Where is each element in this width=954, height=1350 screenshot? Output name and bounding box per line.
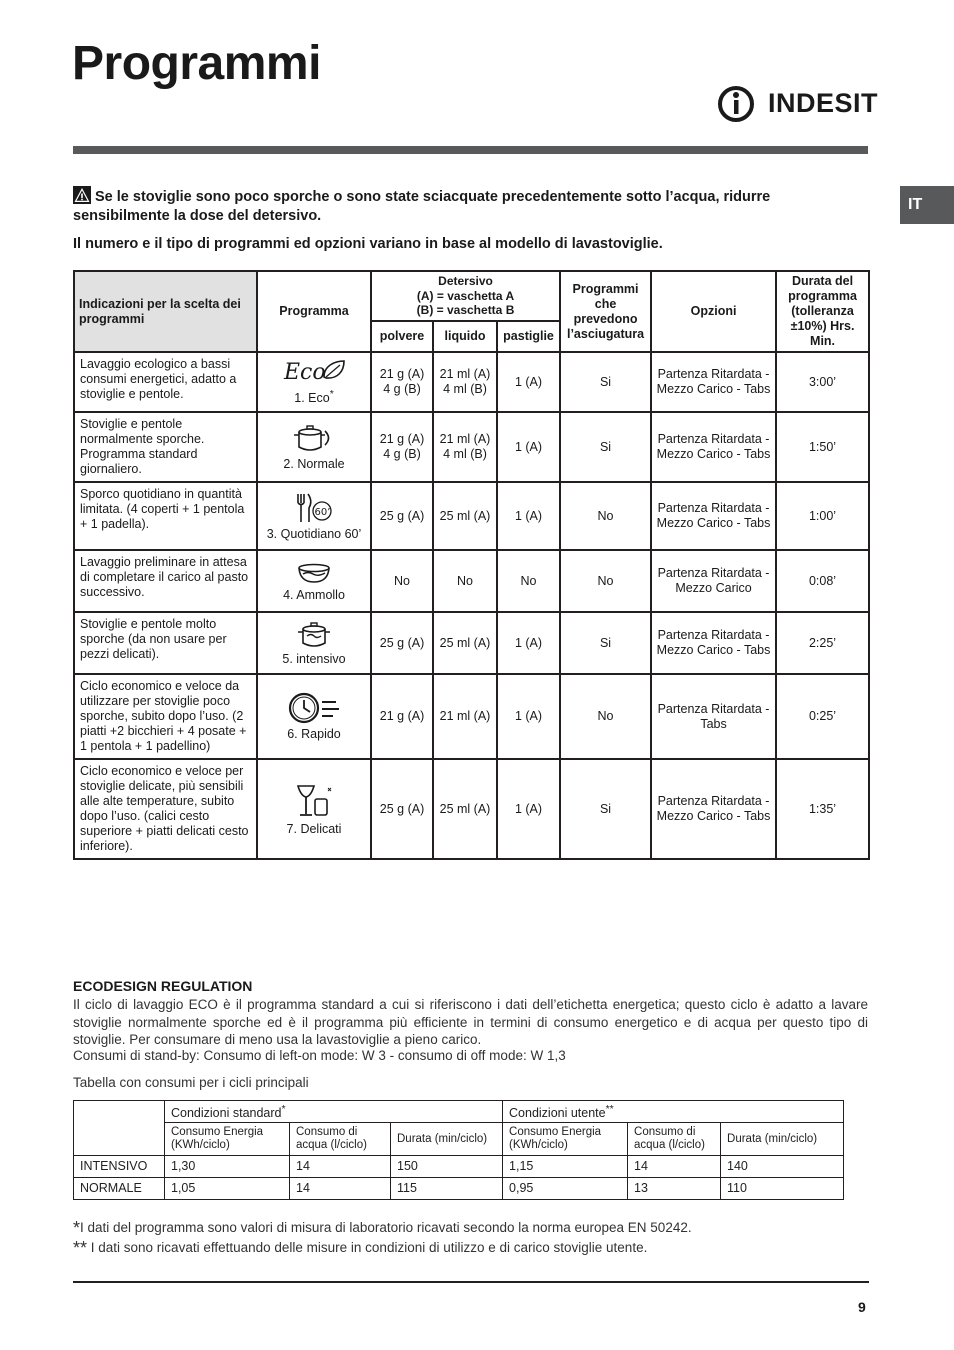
- warning-note: [73, 186, 833, 226]
- tablets-cell: 1 (A): [497, 674, 560, 759]
- tablets-cell: 1 (A): [497, 612, 560, 674]
- options-cell: Partenza Ritardata - Mezzo Carico - Tabs: [651, 412, 776, 482]
- col-usr-energy: Consumo Energia (KWh/ciclo): [503, 1123, 628, 1156]
- options-cell: Partenza Ritardata - Mezzo Carico: [651, 550, 776, 612]
- footnote-1: [73, 1218, 692, 1239]
- tablets-cell: No: [497, 550, 560, 612]
- table-row: [74, 674, 869, 759]
- duration-cell: 2:25’: [776, 612, 869, 674]
- options-cell: Partenza Ritardata - Mezzo Carico - Tabs: [651, 612, 776, 674]
- program-star: *: [329, 389, 334, 401]
- usr-duration: 140: [721, 1156, 844, 1178]
- col-usr-water: Consumo di acqua (l/ciclo): [628, 1123, 721, 1156]
- models-note: Il numero e il tipo di programmi ed opzioni variano in base al modello di lavastoviglie.: [73, 236, 663, 252]
- cycle-name: INTENSIVO: [74, 1156, 165, 1178]
- table-row: [74, 482, 869, 550]
- footnote-2: [73, 1238, 647, 1259]
- header-detergent-a: (A) = vaschetta A: [416, 288, 515, 303]
- usr-water: 13: [628, 1178, 721, 1200]
- usr-duration: 110: [721, 1178, 844, 1200]
- liquid-cell: 21 ml (A): [433, 674, 497, 759]
- drying-cell: Si: [560, 412, 651, 482]
- options-cell: Partenza Ritardata - Mezzo Carico - Tabs: [651, 759, 776, 859]
- table-row: [74, 550, 869, 612]
- col-std-water: Consumo di acqua (l/ciclo): [290, 1123, 391, 1156]
- row-description: Lavaggio preliminare in attesa di completare il carico al pasto successivo.: [74, 550, 257, 612]
- powder-cell: No: [371, 550, 433, 612]
- std-energy: 1,05: [165, 1178, 290, 1200]
- options-cell: Partenza Ritardata - Mezzo Carico - Tabs: [651, 482, 776, 550]
- group-user-header: [503, 1101, 844, 1123]
- drying-cell: No: [560, 674, 651, 759]
- liquid-cell: 21 ml (A) 4 ml (B): [433, 352, 497, 412]
- footnote-1-mark: *: [73, 1218, 81, 1238]
- fast-clock-icon: [287, 691, 341, 725]
- tablets-cell: 1 (A): [497, 482, 560, 550]
- page-title: Programmi: [72, 37, 321, 90]
- consumption-table-caption: Tabella con consumi per i cicli principali: [73, 1075, 309, 1090]
- group-user-mark: **: [605, 1104, 614, 1115]
- table-row: [74, 1156, 844, 1178]
- program-name: 7. Delicati: [286, 821, 342, 836]
- table-row: [74, 759, 869, 859]
- icon-60-label: 60’: [314, 506, 331, 518]
- std-water: 14: [290, 1178, 391, 1200]
- duration-cell: 0:08’: [776, 550, 869, 612]
- drying-cell: Si: [560, 612, 651, 674]
- group-standard-label: Condizioni standard: [171, 1106, 282, 1121]
- program-cell: [257, 759, 371, 859]
- glasses-icon: [292, 782, 336, 820]
- program-cell: [257, 612, 371, 674]
- drying-cell: No: [560, 550, 651, 612]
- powder-cell: 21 g (A) 4 g (B): [371, 412, 433, 482]
- duration-cell: 1:50’: [776, 412, 869, 482]
- bottom-divider: [73, 1281, 869, 1283]
- footnote-1-text: I dati del programma sono valori di misura di laboratorio ricavati secondo la norma europea EN 50242.: [80, 1220, 692, 1235]
- options-cell: Partenza Ritardata - Mezzo Carico - Tabs: [651, 352, 776, 412]
- liquid-cell: 21 ml (A) 4 ml (B): [433, 412, 497, 482]
- col-std-duration: Durata (min/ciclo): [391, 1123, 503, 1156]
- tablets-cell: 1 (A): [497, 412, 560, 482]
- row-description: Ciclo economico e veloce per stoviglie delicate, più sensibili alle alte temperature, subito dopo l’uso. (calici cesto superiore + piatti delicati cesto inferiore).: [74, 759, 257, 859]
- liquid-cell: 25 ml (A): [433, 482, 497, 550]
- row-description: Lavaggio ecologico a bassi consumi energetici, adatto a stoviglie e pentole.: [74, 352, 257, 412]
- svg-text:Eco: Eco: [284, 360, 326, 386]
- header-program: Programma: [257, 271, 371, 352]
- warning-text: Se le stoviglie sono poco sporche o sono state sciacquate precedentemente sotto l’acqua, ridurre sensibilmente la dose del detersivo.: [73, 189, 771, 224]
- table-row: [74, 1178, 844, 1200]
- powder-cell: 21 g (A): [371, 674, 433, 759]
- header-options: Opzioni: [651, 271, 776, 352]
- header-indications: Indicazioni per la scelta dei programmi: [74, 271, 257, 352]
- tablets-cell: 1 (A): [497, 759, 560, 859]
- consumption-header-empty: [74, 1101, 165, 1156]
- consumption-table: [73, 1100, 844, 1200]
- program-cell: [257, 482, 371, 550]
- drying-cell: Si: [560, 352, 651, 412]
- cutlery-60-icon: [292, 491, 336, 525]
- drying-cell: Si: [560, 759, 651, 859]
- powder-cell: 25 g (A): [371, 482, 433, 550]
- page-number: 9: [858, 1299, 866, 1315]
- warning-icon: [73, 186, 91, 204]
- ecodesign-heading: ECODESIGN REGULATION: [73, 978, 253, 994]
- program-name: 6. Rapido: [287, 727, 341, 741]
- language-tab: IT: [900, 186, 954, 224]
- row-description: Stoviglie e pentole molto sporche (da non usare per pezzi delicati).: [74, 612, 257, 674]
- powder-cell: 21 g (A) 4 g (B): [371, 352, 433, 412]
- intensive-pot-icon: [294, 620, 334, 650]
- std-water: 14: [290, 1156, 391, 1178]
- tablets-cell: 1 (A): [497, 352, 560, 412]
- footnote-2-text: I dati sono ricavati effettuando delle misure in condizioni di utilizzo e di carico stoviglie utente.: [87, 1240, 648, 1255]
- usr-energy: 1,15: [503, 1156, 628, 1178]
- duration-cell: 1:00’: [776, 482, 869, 550]
- header-tablets: pastiglie: [497, 321, 560, 352]
- col-std-energy: Consumo Energia (KWh/ciclo): [165, 1123, 290, 1156]
- powder-cell: 25 g (A): [371, 612, 433, 674]
- brand-name: INDESIT: [768, 88, 879, 118]
- pot-icon: [292, 423, 336, 455]
- row-description: Stoviglie e pentole normalmente sporche. Programma standard giornaliero.: [74, 412, 257, 482]
- duration-cell: 1:35’: [776, 759, 869, 859]
- program-name: 4. Ammollo: [283, 587, 345, 602]
- header-detergent: [371, 271, 560, 321]
- program-name: 3. Quotidiano 60’: [266, 526, 362, 541]
- row-description: Ciclo economico e veloce da utilizzare per stoviglie poco sporche, subito dopo l’uso. (2 piatti +2 bicchieri + 4 posate + 1 pentola + 1 padellino): [74, 674, 257, 759]
- programs-table: [73, 270, 870, 860]
- std-duration: 115: [391, 1178, 503, 1200]
- standby-consumption: Consumi di stand-by: Consumo di left-on mode: W 3 - consumo di off mode: W 1,3: [73, 1048, 566, 1063]
- program-cell: [257, 412, 371, 482]
- program-cell: [257, 674, 371, 759]
- program-name: 1. Eco: [294, 391, 330, 406]
- col-usr-duration: Durata (min/ciclo): [721, 1123, 844, 1156]
- liquid-cell: No: [433, 550, 497, 612]
- liquid-cell: 25 ml (A): [433, 759, 497, 859]
- program-name: 5. intensivo: [282, 651, 346, 666]
- options-cell: Partenza Ritardata - Tabs: [651, 674, 776, 759]
- header-liquid: liquido: [433, 321, 497, 352]
- usr-energy: 0,95: [503, 1178, 628, 1200]
- program-cell: [257, 550, 371, 612]
- table-row: [74, 412, 869, 482]
- std-energy: 1,30: [165, 1156, 290, 1178]
- powder-cell: 25 g (A): [371, 759, 433, 859]
- header-powder: polvere: [371, 321, 433, 352]
- program-name: 2. Normale: [283, 456, 345, 471]
- header-drying: Programmi che prevedono l’asciugatura: [560, 271, 651, 352]
- eco-icon: [282, 357, 346, 385]
- header-duration: Durata del programma (tolleranza ±10%) Hrs. Min.: [776, 271, 869, 352]
- row-description: Sporco quotidiano in quantità limitata. (4 coperti + 1 pentola + 1 padella).: [74, 482, 257, 550]
- footnote-2-mark: **: [73, 1238, 88, 1258]
- group-standard-mark: *: [281, 1104, 286, 1115]
- group-user-label: Condizioni utente: [509, 1106, 606, 1121]
- program-cell: [257, 352, 371, 412]
- table-row: [74, 612, 869, 674]
- table-row: [74, 352, 869, 412]
- cycle-name: NORMALE: [74, 1178, 165, 1200]
- usr-water: 14: [628, 1156, 721, 1178]
- ecodesign-paragraph: Il ciclo di lavaggio ECO è il programma standard a cui si riferiscono i dati dell’etichetta energetica; questo ciclo è adatto a lavare stoviglie normalmente sporche ed è il programma più efficiente in termini di consumo energetico e di acqua per questo tipo di stoviglie. Per consumare di meno usa la lavastoviglie a pieno carico.: [73, 997, 868, 1047]
- drying-cell: No: [560, 482, 651, 550]
- header-detergent-b: (B) = vaschetta B: [416, 303, 515, 318]
- duration-cell: 0:25’: [776, 674, 869, 759]
- duration-cell: 3:00’: [776, 352, 869, 412]
- top-divider: [73, 146, 868, 154]
- soak-bowl-icon: [294, 560, 334, 586]
- std-duration: 150: [391, 1156, 503, 1178]
- liquid-cell: 25 ml (A): [433, 612, 497, 674]
- header-detergent-title: Detersivo: [438, 274, 493, 289]
- group-standard-header: [165, 1101, 503, 1123]
